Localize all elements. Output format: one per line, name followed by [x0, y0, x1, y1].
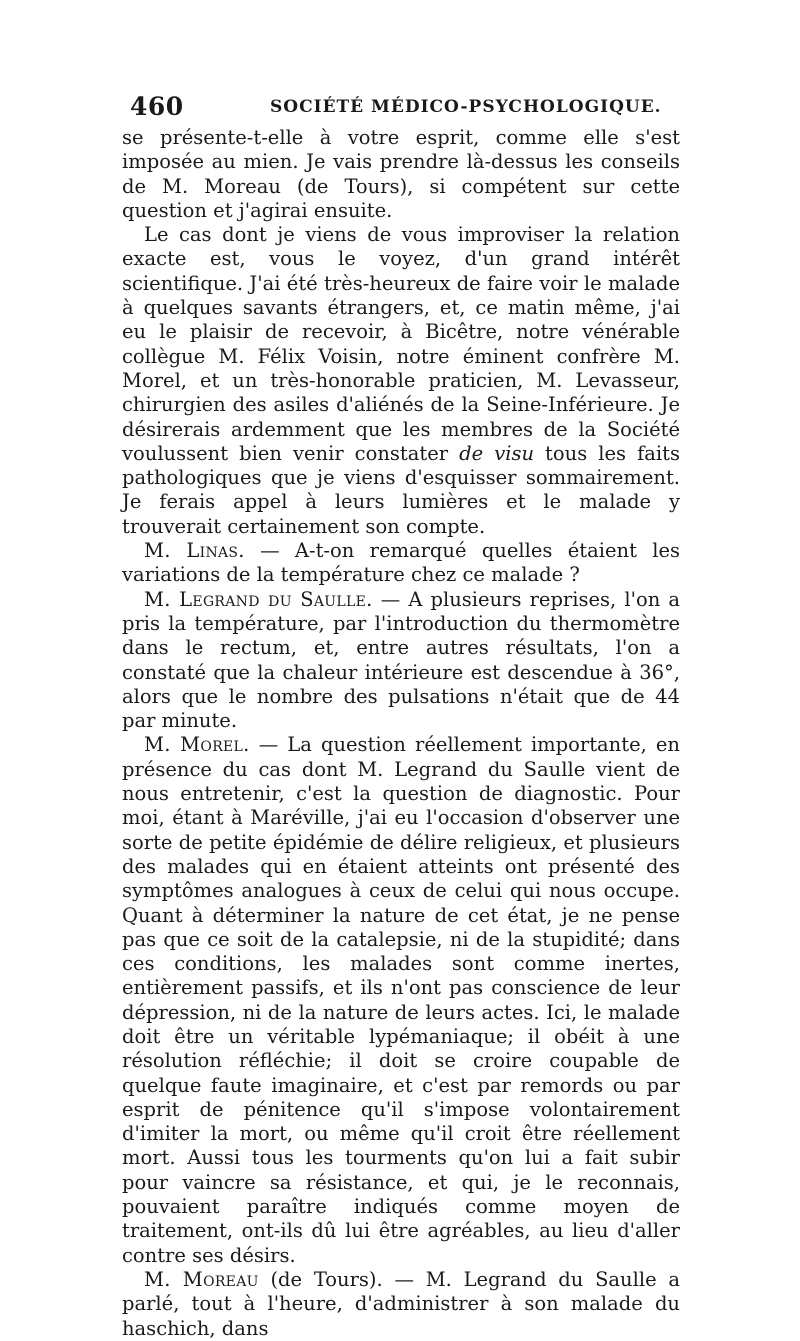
- paragraph-text: — A-t-on remarqué quelles étaient les variations de la température chez ce malade ?: [122, 539, 680, 587]
- page-header: [130, 92, 678, 122]
- paragraph-text: — La question réellement importante, en présence du cas dont M. Legrand du Saulle vient de nous entretenir, c'est la question de diagnostic. Pour moi, étant à Maréville, j'ai eu l'occasion d'observer une sorte de petite épidémie de délire religieux, et plusieurs des malades qui en étaient atteints ont présenté des symptômes analogues à ceux de celui qui nous occupe. Quant à déterminer la nature de cet état, je ne pense pas que ce soit de la catalepsie, ni de la stupidité; dans ces conditions, les malades sont comme inertes, entièrement passifs, et ils n'ont pas conscience de leur dépression, ni de la nature de leurs actes. Ici, le malade doit être un véritable lypémaniaque; il obéit à une résolution réfléchie; il doit se croire coupable de quelque faute imaginaire, et c'est par remords ou par esprit de pénitence qu'il s'impose volontairement d'imiter la mort, ou même qu'il croit être réellement mort. Aussi tous les tourments qu'on lui a fait subir pour vaincre sa résistance, et qui, je le reconnais, pouvaient paraître indiqués comme moyen de traitement, ont-ils dû lui être agréables, au lieu d'aller contre ses désirs.: [122, 733, 680, 1267]
- running-head: SOCIÉTÉ MÉDICO-PSYCHOLOGIQUE.: [270, 97, 662, 117]
- paragraph-morel: [122, 733, 680, 1268]
- speaker-name: M. Morel.: [144, 733, 250, 757]
- paragraph-text: Le cas dont je viens de vous improviser la relation exacte est, vous le voyez, d'un grand intérêt scientifique. J'ai été très-heureux de faire voir le malade à quelques savants étrangers, et, ce matin même, j'ai eu le plaisir de recevoir, à Bicêtre, notre vénérable collègue M. Félix Voisin, notre éminent confrère M. Morel, et un très-honorable praticien, M. Levasseur, chirurgien des asiles d'aliénés de la Seine-Inférieure. Je désirerais ardemment que les membres de la Société voulussent bien venir constater: [122, 223, 680, 465]
- paragraph-case-report: [122, 223, 680, 539]
- paragraph-linas: [122, 539, 680, 588]
- paragraph-text: (de Tours). — M. Legrand du Saulle a parlé, tout à l'heure, d'administrer à son malade du haschich, dans: [122, 1267, 680, 1340]
- speaker-name: M. Legrand du Saulle.: [144, 587, 373, 611]
- italic-phrase: de visu: [459, 441, 535, 465]
- paragraph-legrand: [122, 588, 680, 734]
- body-text: [122, 126, 680, 1341]
- paragraph-text: — A plusieurs reprises, l'on a pris la température, par l'introduction du thermomètre dans le rectum, et, entre autres résultats, l'on a constaté que la chaleur intérieure est descendue à 36°, alors que le nombre des pulsations n'était que de 44 par minute.: [122, 587, 680, 733]
- speaker-name: M. Linas.: [144, 539, 245, 563]
- paragraph-text: se présente-t-elle à votre esprit, comme elle s'est imposée au mien. Je vais prendre là-dessus les conseils de M. Moreau (de Tours), si compétent sur cette question et j'agirai ensuite.: [122, 126, 680, 222]
- speaker-name: M. Moreau: [144, 1267, 259, 1291]
- page-number: 460: [130, 92, 184, 121]
- paragraph-text: tous les faits pathologiques que je viens d'esquisser sommairement. Je ferais appel à leurs lumières et le malade y trouverait certainement son compte.: [122, 441, 680, 538]
- paragraph-continuation: [122, 126, 680, 223]
- paragraph-moreau: [122, 1268, 680, 1341]
